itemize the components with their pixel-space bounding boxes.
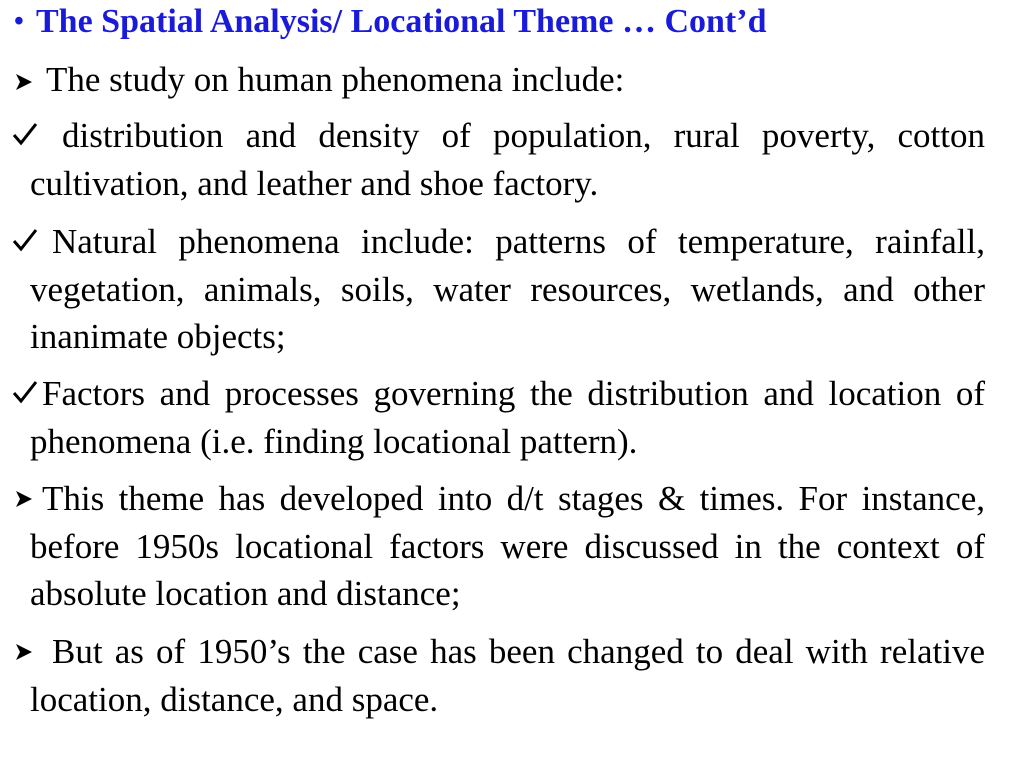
title-bullet: • xyxy=(14,6,24,37)
bullet-text: The study on human phenomena include: xyxy=(46,60,625,99)
bullet-text: Natural phenomena include: patterns of temperature, rainfall, vegetation, animals, soils, water resources, wetlands, and other inanimate objects; xyxy=(30,222,985,356)
bullet-text: Factors and processes governing the distribution and location of phenomena (i.e. finding locational pattern). xyxy=(30,374,985,461)
arrow-bullet-icon xyxy=(14,73,34,91)
bullet-text: distribution and density of population, rural poverty, cotton cultivation, and leather and shoe factory. xyxy=(30,116,985,203)
bullet-text: This theme has developed into d/t stages & times. For instance, before 1950s locational factors were discussed in the context of absolute location and distance; xyxy=(30,479,985,613)
slide-title xyxy=(14,0,767,44)
bullet-text: But as of 1950’s the case has been changed to deal with relative location, distance, and space. xyxy=(30,632,985,719)
slide-title-text: The Spatial Analysis/ Locational Theme … Cont’d xyxy=(36,3,767,40)
